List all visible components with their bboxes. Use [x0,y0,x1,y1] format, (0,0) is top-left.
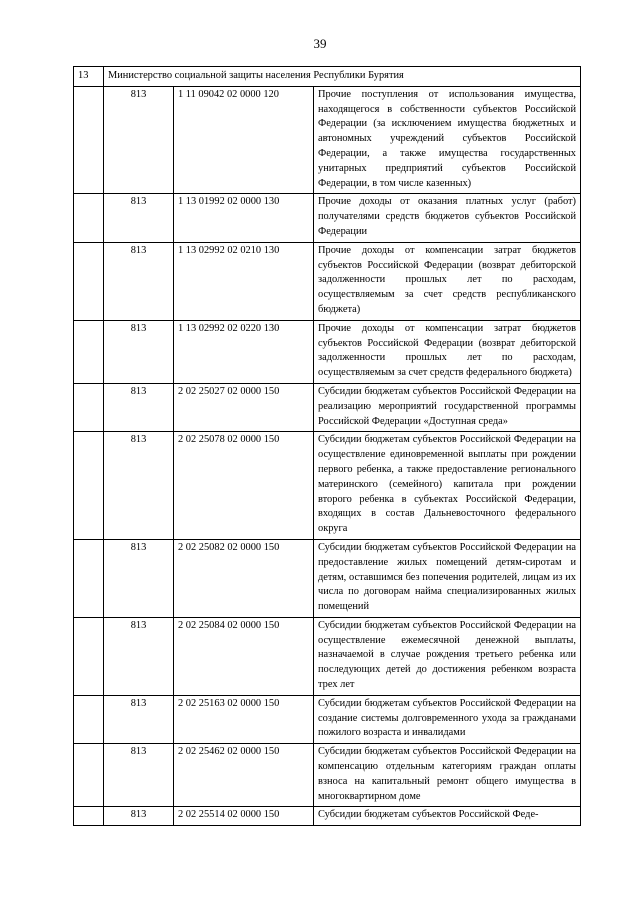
description-cell: Субсидии бюджетам субъектов Российской Федерации на компенсацию отдельным категориям граждан оплаты взноса на капитальный ремонт общего имущества в многоквартирном доме [314,744,581,807]
table-row [74,695,581,743]
kbk-code-cell: 2 02 25082 02 0000 150 [174,539,314,617]
kbk-code-cell: 2 02 25514 02 0000 150 [174,807,314,826]
row-number-cell [74,320,104,383]
description-cell: Прочие доходы от оказания платных услуг (работ) получателями средств бюджетов субъектов Российской Федерации [314,194,581,242]
table-row [74,383,581,431]
admin-code-cell: 813 [104,86,174,194]
row-number-cell [74,617,104,695]
kbk-code-cell: 1 13 02992 02 0210 130 [174,242,314,320]
admin-code-cell: 813 [104,807,174,826]
table-row [74,86,581,194]
kbk-code-cell: 1 13 02992 02 0220 130 [174,320,314,383]
page-number: 39 [313,36,327,51]
admin-code-cell: 813 [104,194,174,242]
section-title: Министерство социальной защиты населения Республики Бурятия [104,67,581,87]
table-row [74,807,581,826]
admin-code-cell: 813 [104,320,174,383]
kbk-code-cell: 1 13 01992 02 0000 130 [174,194,314,242]
row-number-cell [74,194,104,242]
section-number: 13 [74,67,104,87]
description-cell: Прочие доходы от компенсации затрат бюджетов субъектов Российской Федерации (возврат дебиторской задолженности прошлых лет по расходам, осуществляемым за счет средств федерального бюджета) [314,320,581,383]
table-row [74,617,581,695]
kbk-code-cell: 2 02 25163 02 0000 150 [174,695,314,743]
admin-code-cell: 813 [104,383,174,431]
table-row [74,194,581,242]
table-row [74,539,581,617]
revenue-codes-table [73,66,581,826]
row-number-cell [74,432,104,540]
table-row [74,320,581,383]
admin-code-cell: 813 [104,617,174,695]
row-number-cell [74,383,104,431]
admin-code-cell: 813 [104,432,174,540]
row-number-cell [74,539,104,617]
row-number-cell [74,744,104,807]
description-cell: Прочие поступления от использования имущества, находящегося в собственности субъектов Российской Федерации (за исключением имущества бюджетных и автономных учреждений субъектов Российской Федерации, а также имущества государственных унитарных предприятий субъектов Российской Федерации, в том числе казенных) [314,86,581,194]
description-cell: Субсидии бюджетам субъектов Российской Федерации на реализацию мероприятий государственной программы Российской Федерации «Доступная среда» [314,383,581,431]
row-number-cell [74,86,104,194]
admin-code-cell: 813 [104,242,174,320]
kbk-code-cell: 1 11 09042 02 0000 120 [174,86,314,194]
admin-code-cell: 813 [104,744,174,807]
description-cell: Субсидии бюджетам субъектов Российской Федерации на осуществление единовременной выплаты при рождении первого ребенка, а также предоставление регионального материнского (семейного) капитала при рождении второго ребенка в субъектах Российской Федерации, входящих в состав Дальневосточного федерального округа [314,432,581,540]
kbk-code-cell: 2 02 25027 02 0000 150 [174,383,314,431]
table-row [74,744,581,807]
row-number-cell [74,695,104,743]
admin-code-cell: 813 [104,695,174,743]
kbk-code-cell: 2 02 25084 02 0000 150 [174,617,314,695]
description-cell: Субсидии бюджетам субъектов Российской Федерации на осуществление ежемесячной денежной выплаты, назначаемой в случае рождения третьего ребенка или последующих детей до достижения ребенком возраста трех лет [314,617,581,695]
description-cell: Субсидии бюджетам субъектов Российской Федерации на предоставление жилых помещений детям-сиротам и детям, оставшимся без попечения родителей, лицам из их числа по договорам найма специализированных жилых помещений [314,539,581,617]
kbk-code-cell: 2 02 25462 02 0000 150 [174,744,314,807]
description-cell: Субсидии бюджетам субъектов Российской Федерации на создание системы долговременного ухода за гражданами пожилого возраста и инвалидами [314,695,581,743]
description-cell: Субсидии бюджетам субъектов Российской Феде- [314,807,581,826]
section-header-row [74,67,581,87]
description-cell: Прочие доходы от компенсации затрат бюджетов субъектов Российской Федерации (возврат дебиторской задолженности прошлых лет по расходам, осуществляемым за счет средств республиканского бюджета) [314,242,581,320]
table-row [74,242,581,320]
admin-code-cell: 813 [104,539,174,617]
row-number-cell [74,807,104,826]
kbk-code-cell: 2 02 25078 02 0000 150 [174,432,314,540]
table-row [74,432,581,540]
row-number-cell [74,242,104,320]
